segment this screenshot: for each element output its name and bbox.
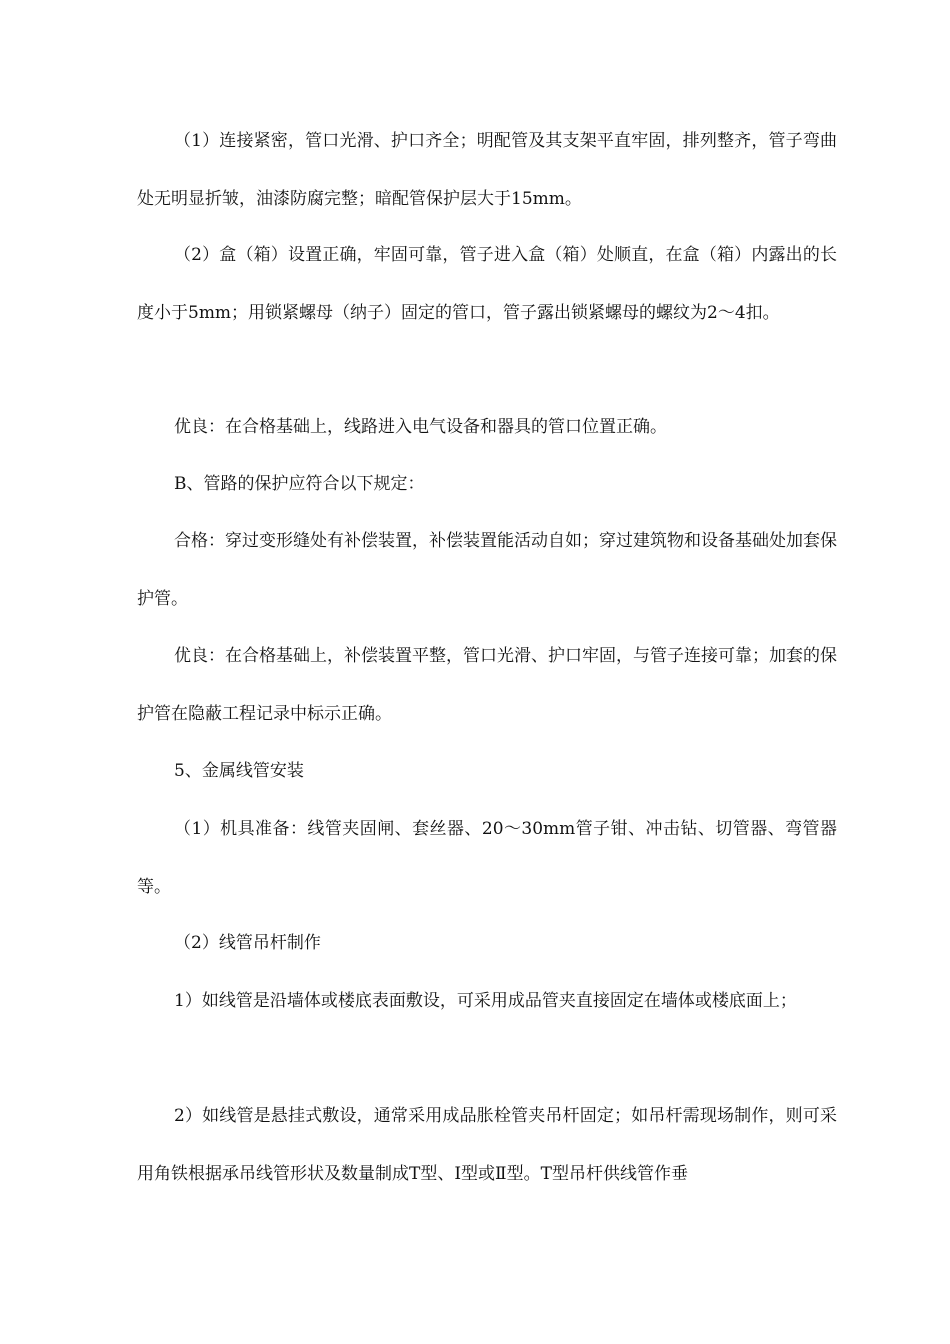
paragraph-10: 1）如线管是沿墙体或楼底表面敷设，可采用成品管夹直接固定在墙体或楼底面上； — [174, 991, 797, 1011]
paragraph-3: 优良：在合格基础上，线路进入电气设备和器具的管口位置正确。 — [174, 417, 667, 437]
subheading-2: （2）线管吊杆制作 — [174, 933, 321, 953]
section-heading-5: 5、金属线管安装 — [174, 761, 304, 781]
paragraph-8: （1）机具准备：线管夹固闸、套丝器、20～30mm管子钳、冲击钻、切管器、弯管器等。 — [137, 819, 837, 897]
paragraph-1: （1）连接紧密，管口光滑、护口齐全；明配管及其支架平直牢固，排列整齐，管子弯曲处无明显折皱，油漆防腐完整；暗配管保护层大于15mm。 — [137, 131, 837, 209]
paragraph-5: 合格：穿过变形缝处有补偿装置，补偿装置能活动自如；穿过建筑物和设备基础处加套保护管。 — [137, 531, 837, 609]
paragraph-4: B、管路的保护应符合以下规定： — [174, 474, 425, 494]
paragraph-11: 2）如线管是悬挂式敷设，通常采用成品胀栓管夹吊杆固定；如吊杆需现场制作，则可采用角铁根据承吊线管形状及数量制成T型、Ⅰ型或Ⅱ型。T型吊杆供线管作垂 — [137, 1106, 837, 1184]
paragraph-6: 优良：在合格基础上，补偿装置平整，管口光滑、护口牢固，与管子连接可靠；加套的保护管在隐蔽工程记录中标示正确。 — [137, 646, 837, 724]
paragraph-2: （2）盒（箱）设置正确，牢固可靠，管子进入盒（箱）处顺直，在盒（箱）内露出的长度小于5mm；用锁紧螺母（纳子）固定的管口，管子露出锁紧螺母的螺纹为2～4扣。 — [137, 245, 837, 323]
